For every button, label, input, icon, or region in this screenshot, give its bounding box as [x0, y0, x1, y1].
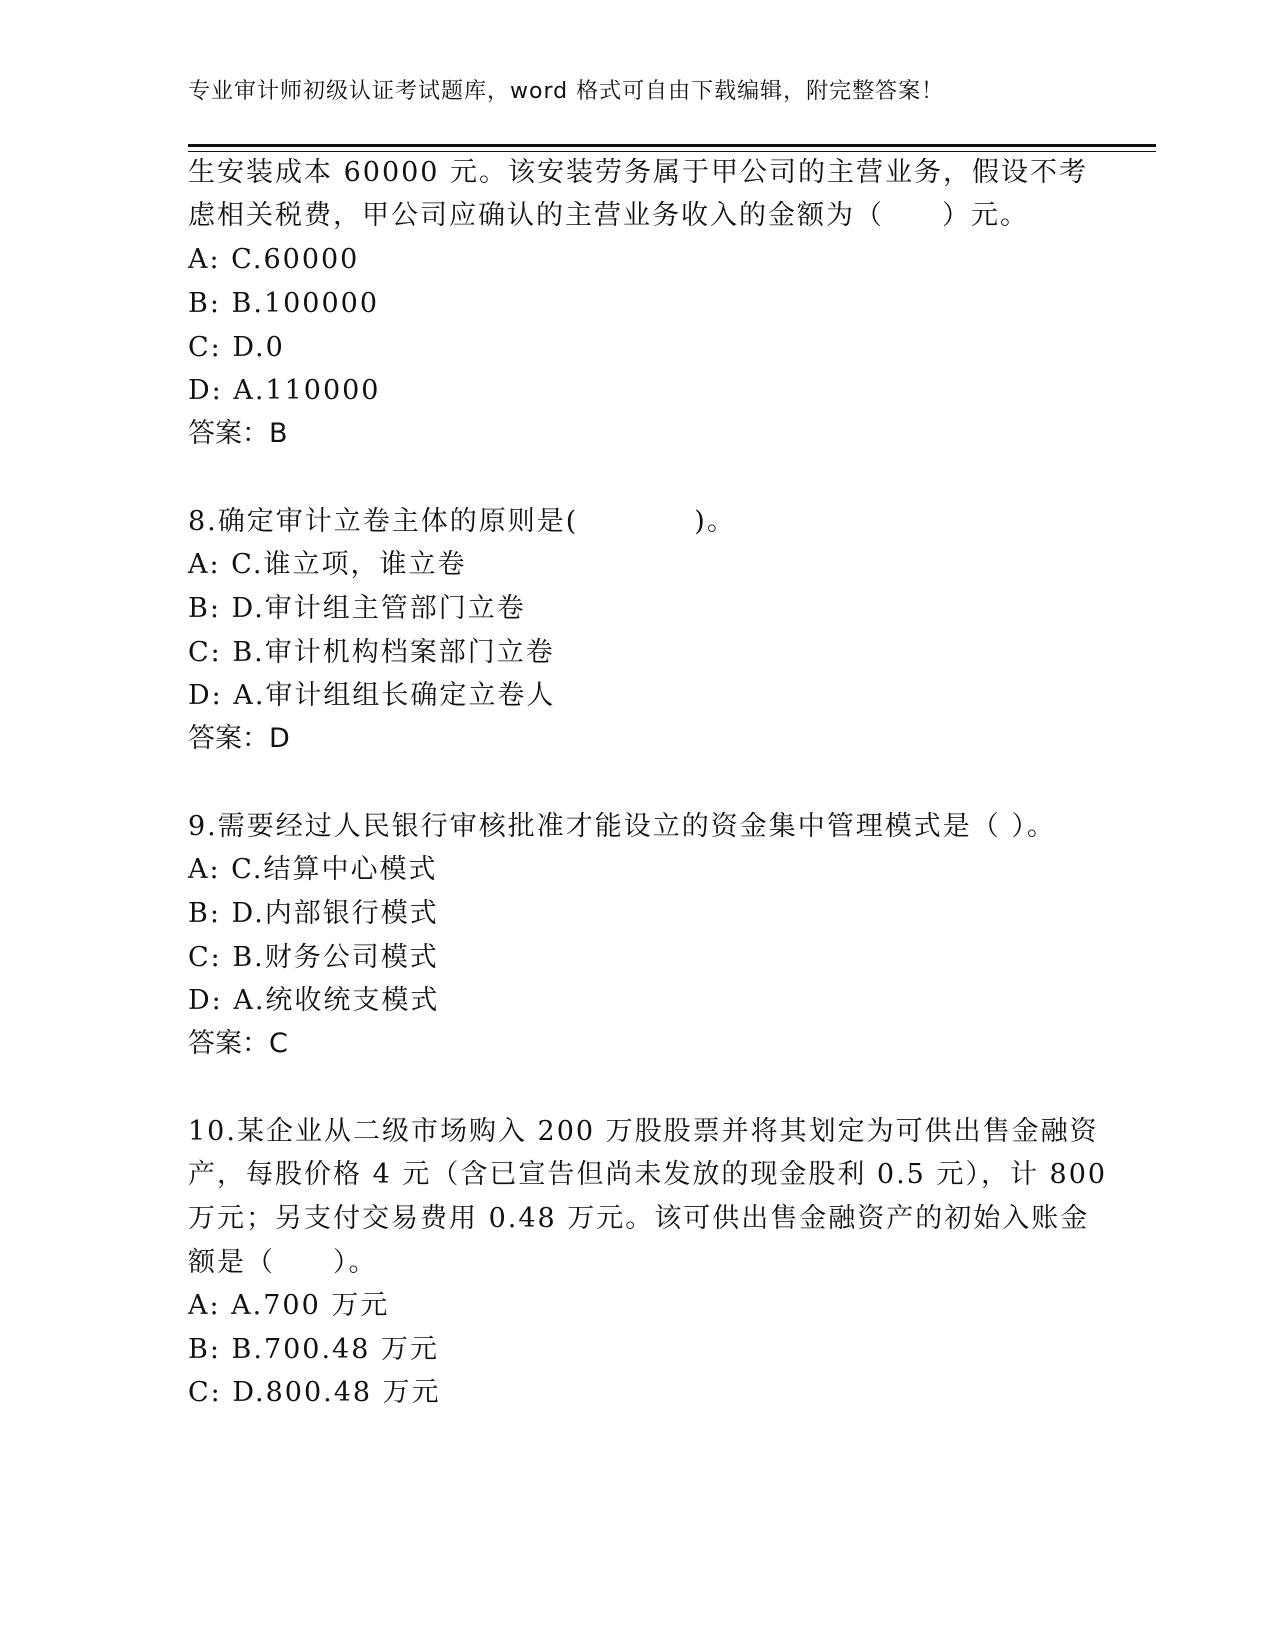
question-7-answer: 答案：B [188, 418, 288, 449]
question-8-answer: 答案：D [188, 723, 290, 754]
question-9-option-c: C: B.财务公司模式 [188, 942, 439, 973]
header-rule-thin [188, 151, 1156, 152]
question-10-option-a: A: A.700 万元 [188, 1290, 390, 1321]
question-7-option-a: A: C.60000 [188, 244, 360, 275]
question-8-option-a: A: C.谁立项，谁立卷 [188, 549, 467, 580]
question-8-option-b: B: D.审计组主管部门立卷 [188, 593, 526, 624]
question-10-option-c: C: D.800.48 万元 [188, 1377, 441, 1408]
question-10-stem-line-1: 10.某企业从二级市场购入 200 万股股票并将其划定为可供出售金融资 [188, 1116, 1099, 1147]
question-7-option-b: B: B.100000 [188, 288, 380, 319]
question-9-answer: 答案：C [188, 1028, 288, 1059]
question-7-stem-line-1: 生安装成本 60000 元。该安装劳务属于甲公司的主营业务，假设不考 [188, 157, 1089, 188]
page-header: 专业审计师初级认证考试题库，word 格式可自由下载编辑，附完整答案！ [188, 79, 945, 104]
question-8-option-d: D: A.审计组组长确定立卷人 [188, 680, 556, 711]
question-10-stem-line-3: 万元；另支付交易费用 0.48 万元。该可供出售金融资产的初始入账金 [188, 1203, 1090, 1234]
question-8-stem: 8.确定审计立卷主体的原则是( )。 [188, 506, 736, 537]
question-7-option-c: C: D.0 [188, 332, 285, 363]
question-7-option-d: D: A.110000 [188, 375, 381, 406]
question-8-option-c: C: B.审计机构档案部门立卷 [188, 637, 555, 668]
question-10-stem-line-2: 产，每股价格 4 元（含已宣告但尚未发放的现金股利 0.5 元），计 800 [188, 1159, 1108, 1190]
question-9-option-d: D: A.统收统支模式 [188, 985, 440, 1016]
question-9-stem: 9.需要经过人民银行审核批准才能设立的资金集中管理模式是（ ）。 [188, 811, 1056, 842]
question-10-stem-line-4: 额是（ ）。 [188, 1247, 378, 1278]
question-7-stem-line-2: 虑相关税费，甲公司应确认的主营业务收入的金额为（ ）元。 [188, 200, 1029, 231]
question-9-option-a: A: C.结算中心模式 [188, 854, 438, 885]
header-rule [188, 144, 1156, 147]
question-10-option-b: B: B.700.48 万元 [188, 1334, 440, 1365]
question-9-option-b: B: D.内部银行模式 [188, 898, 439, 929]
